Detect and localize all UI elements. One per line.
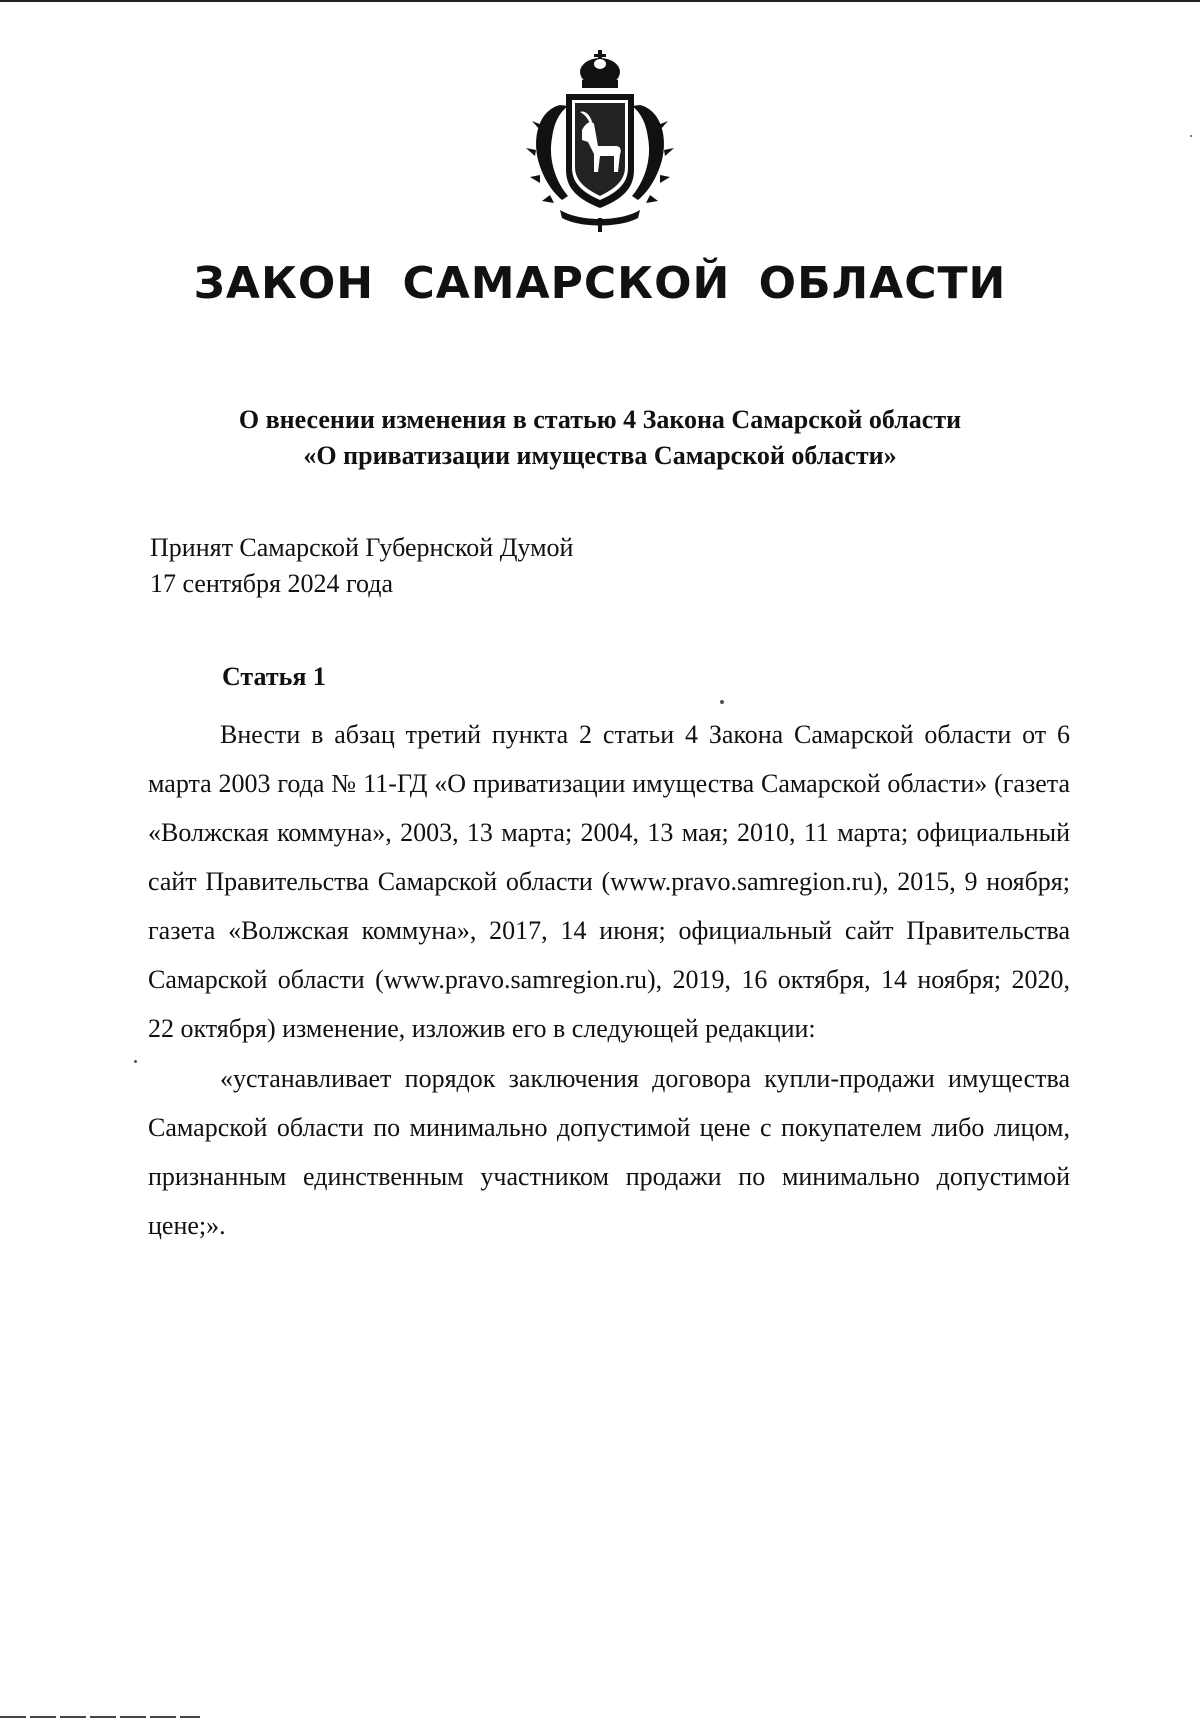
law-title: ЗАКОН САМАРСКОЙ ОБЛАСТИ — [193, 258, 1007, 309]
article-heading: Статья 1 — [222, 662, 326, 691]
adoption-body: Принят Самарской Губернской Думой — [150, 533, 574, 562]
adoption-info — [150, 530, 573, 602]
scan-speck — [720, 700, 724, 704]
law-subtitle — [0, 402, 1200, 474]
article-paragraph-2: «устанавливает порядок заключения договора купли-продажи имущества Самарской области по минимально допустимой цене с покупателем либо лицом, признанным единственным участником продажи по минимально допустимой цене;». — [148, 1064, 1070, 1240]
subtitle-line-1: О внесении изменения в статью 4 Закона Самарской области — [238, 405, 962, 434]
scan-bottom-mark — [0, 1716, 200, 1718]
article-paragraph-1: Внести в абзац третий пункта 2 статьи 4 Закона Самарской области от 6 марта 2003 года № 11-ГД «О приватизации имущества Самарской области» (газета «Волжская коммуна», 2003, 13 марта; 2004, 13 мая; 2010, 11 марта; официальный сайт Правительства Самарской области (www.pravo.samregion.ru), 2015, 9 ноября; газета «Волжская коммуна», 2017, 14 июня; официальный сайт Правительства Самарской области (www.pravo.samregion.ru), 2019, 16 октября, 14 ноября; 2020, 22 октября) изменение, изложив его в следующей редакции: — [148, 720, 1070, 1043]
scan-speck — [1190, 135, 1192, 137]
article-body — [148, 710, 1070, 1250]
coat-of-arms-icon — [520, 50, 680, 235]
scan-top-border — [0, 0, 1200, 2]
subtitle-line-2: «О приватизации имущества Самарской области» — [303, 441, 897, 470]
scan-speck — [134, 1060, 137, 1063]
adoption-date: 17 сентября 2024 года — [150, 569, 394, 598]
